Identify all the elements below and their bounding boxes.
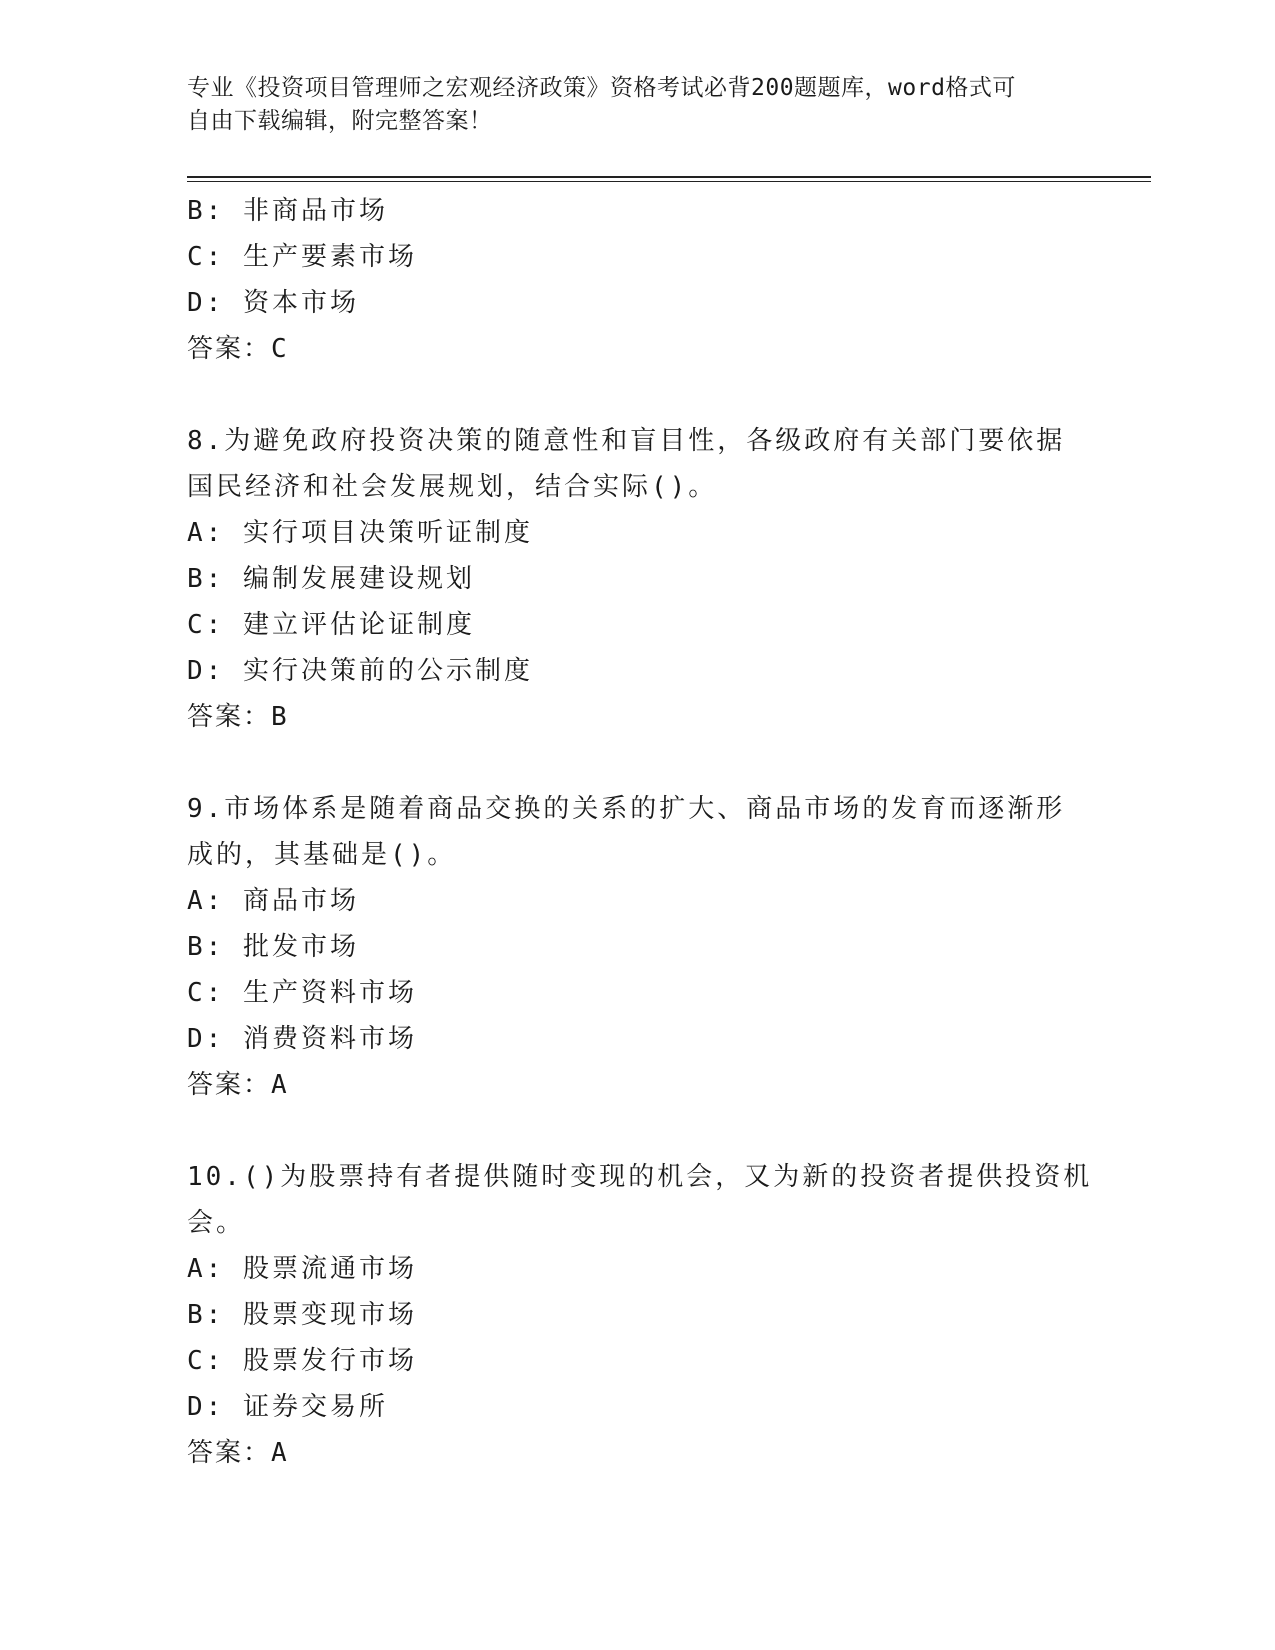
option-c: C: 建立评估论证制度 [187, 610, 475, 640]
spacer [187, 740, 1117, 786]
question-7-continued [187, 188, 1117, 372]
option-d: D: 资本市场 [187, 288, 359, 318]
question-9 [187, 786, 1117, 1108]
question-stem-line-1: 9.市场体系是随着商品交换的关系的扩大、商品市场的发育而逐渐形 [187, 794, 1066, 824]
question-list [187, 188, 1117, 1476]
answer-line [187, 1062, 1117, 1108]
header-title-line-2: 自由下载编辑，附完整答案！ [187, 108, 493, 134]
option-c: C: 生产资料市场 [187, 978, 417, 1008]
answer-label: 答案： [187, 334, 272, 364]
question-stem-line-1: 10.()为股票持有者提供随时变现的机会，又为新的投资者提供投资机 [187, 1162, 1093, 1192]
option-a: A: 股票流通市场 [187, 1254, 417, 1284]
question-stem-line-2: 国民经济和社会发展规划，结合实际()。 [187, 472, 718, 502]
answer-line [187, 694, 1117, 740]
option-b: B: 批发市场 [187, 932, 359, 962]
header-title-line-1: 专业《投资项目管理师之宏观经济政策》资格考试必背200题题库，word格式可 [187, 75, 1016, 101]
option-a: A: 商品市场 [187, 886, 359, 916]
spacer [187, 372, 1117, 418]
option-a: A: 实行项目决策听证制度 [187, 518, 533, 548]
question-stem-line-2: 成的，其基础是()。 [187, 840, 457, 870]
answer-label: 答案： [187, 1438, 272, 1468]
answer-value: A [271, 1070, 289, 1100]
answer-value: B [271, 702, 289, 732]
option-c: C: 生产要素市场 [187, 242, 417, 272]
header-divider [187, 176, 1151, 182]
option-b: B: 编制发展建设规划 [187, 564, 475, 594]
option-b: B: 非商品市场 [187, 196, 388, 226]
answer-line [187, 1430, 1117, 1476]
answer-line [187, 326, 1117, 372]
question-stem-line-2: 会。 [187, 1208, 246, 1238]
answer-label: 答案： [187, 1070, 272, 1100]
option-d: D: 证券交易所 [187, 1392, 388, 1422]
option-c: C: 股票发行市场 [187, 1346, 417, 1376]
option-d: D: 实行决策前的公示制度 [187, 656, 533, 686]
document-header [187, 72, 1067, 138]
spacer [187, 1108, 1117, 1154]
answer-value: C [271, 334, 289, 364]
option-b: B: 股票变现市场 [187, 1300, 417, 1330]
question-stem-line-1: 8.为避免政府投资决策的随意性和盲目性，各级政府有关部门要依据 [187, 426, 1066, 456]
question-10 [187, 1154, 1117, 1476]
answer-label: 答案： [187, 702, 272, 732]
option-d: D: 消费资料市场 [187, 1024, 417, 1054]
answer-value: A [271, 1438, 289, 1468]
question-8 [187, 418, 1117, 740]
